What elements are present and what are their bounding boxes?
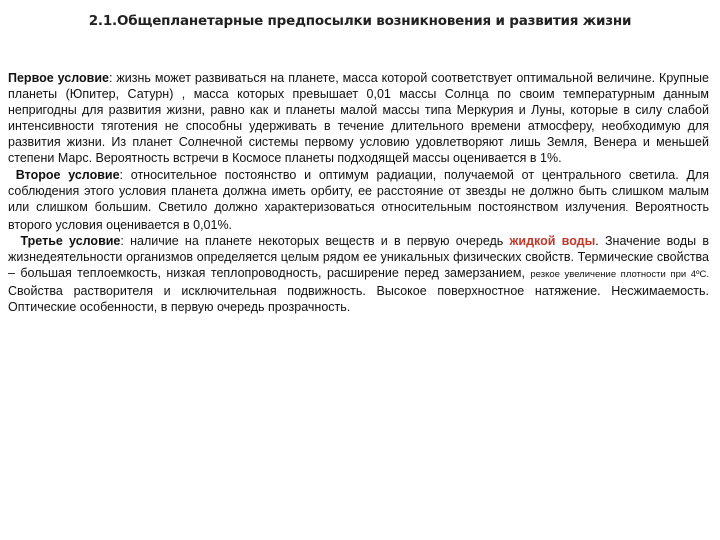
condition-1-text: : жизнь может развиваться на планете, масса которой соответствует оптимальной величине. Крупные планеты (Юпитер, Сатурн) , масса которых превышает 0,01 массы Солнца по своим температурным данным непригодны для развития жизни, равно как и планеты малой массы типа Меркурия и Луны, которые в силу слабой интенсивности тяготения не способны удерживать в течение длительного времени атмосферу, необходимую для развития жизни. Из планет Солнечной системы первому условию удовлетворяют лишь Земля, Венера и меньшей степени Марс. Вероятность встречи в Космосе планеты подходящей массы оценивается в 1%.	[8, 71, 709, 166]
condition-3-small: резкое увеличение плотности при 4ºС.	[530, 269, 710, 281]
condition-3-label: Третье условие	[20, 233, 121, 248]
condition-2-text: : относительное постоянство и оптимум радиации, получаемой от центрального светила. Для соблюдения этого условия планета должна иметь орбиту, ее расстояние от звезды не должно быть слишком малым или слишком большим. Светило должно характеризоваться относительным постоянством излучения	[8, 167, 709, 214]
condition-1-label: Первое условие	[8, 71, 109, 85]
condition-3-text-a: : наличие на планете некоторых веществ и в первую очередь	[120, 233, 510, 248]
paragraph-condition-3	[8, 233, 709, 315]
page-title: 2.1.Общепланетарные предпосылки возникновения и развития жизни	[88, 13, 632, 29]
condition-3-highlight: жидкой воды	[509, 233, 596, 248]
condition-3-text-b: . Значение воды в жизнедеятельности организмов определяется целым рядом ее уникальных физических свойств. Термические свойства – большая теплоемкость, низкая теплопроводность, расширение перед замерзанием,	[8, 233, 709, 281]
document-body	[8, 70, 709, 315]
condition-2-text-2: Вероятность второго условия оценивается в 0,01%.	[8, 199, 709, 232]
paragraph-condition-1	[8, 70, 709, 167]
paragraph-condition-2	[8, 167, 709, 233]
condition-3-text-c: Свойства растворителя и исключительная подвижность. Высокое поверхностное натяжение. Несжимаемость. Оптические особенности, в первую очередь прозрачность.	[8, 284, 709, 315]
condition-2-label: Второе условие	[15, 167, 120, 182]
condition-2-small: .	[625, 202, 629, 214]
